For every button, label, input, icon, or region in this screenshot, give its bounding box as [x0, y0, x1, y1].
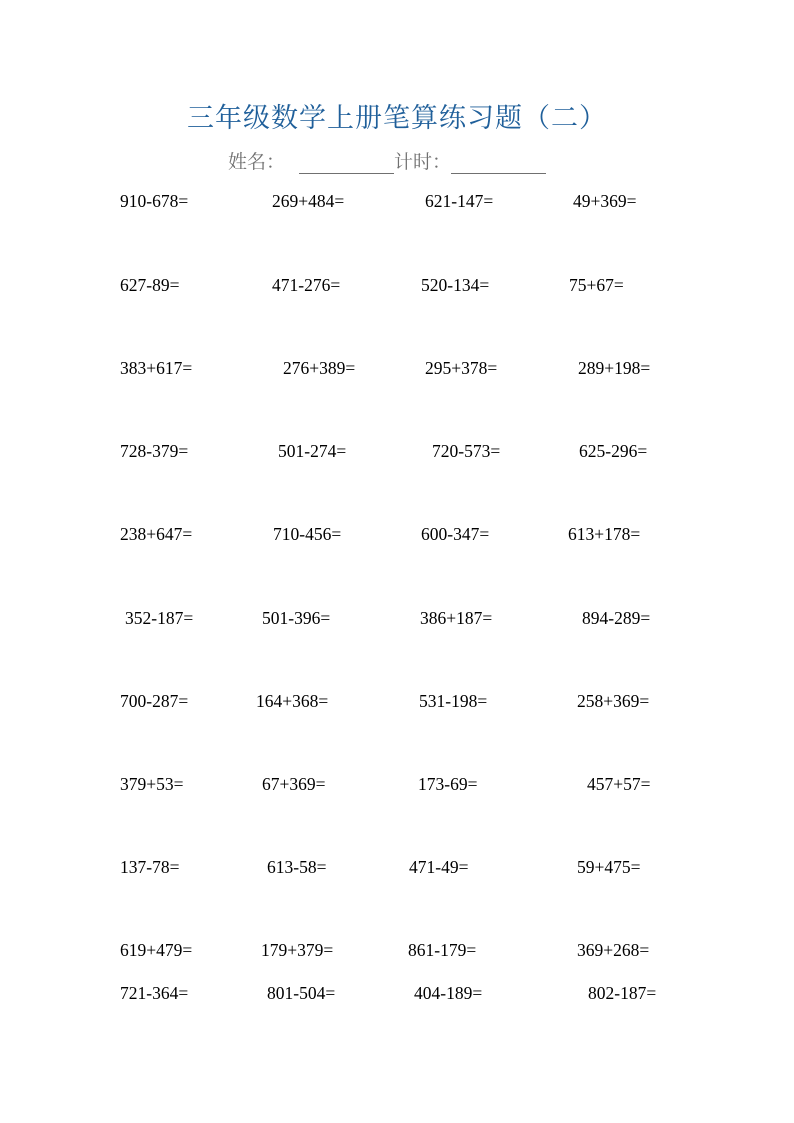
problem: 164+368= [256, 691, 329, 711]
problem: 179+379= [261, 940, 334, 960]
time-label: 计时： [394, 151, 452, 173]
problem: 625-296= [579, 441, 648, 461]
name-label: 姓名： [228, 151, 286, 173]
student-info-line [228, 147, 546, 174]
worksheet-title: 三年级数学上册笔算练习题（二） [187, 103, 607, 134]
problem: 613+178= [568, 524, 641, 544]
problem: 720-573= [432, 441, 501, 461]
problem: 802-187= [588, 983, 657, 1003]
problem: 721-364= [120, 983, 189, 1003]
problem: 801-504= [267, 983, 336, 1003]
problem: 471-276= [272, 275, 341, 295]
time-blank-field[interactable] [451, 153, 546, 174]
problem: 49+369= [573, 191, 637, 211]
problem: 289+198= [578, 358, 651, 378]
problem: 471-49= [409, 857, 469, 877]
problem: 501-274= [278, 441, 347, 461]
problem: 295+378= [425, 358, 498, 378]
problem: 621-147= [425, 191, 494, 211]
problem: 728-379= [120, 441, 189, 461]
problem: 276+389= [283, 358, 356, 378]
problem: 531-198= [419, 691, 488, 711]
problem: 383+617= [120, 358, 193, 378]
problem: 910-678= [120, 191, 189, 211]
problem: 700-287= [120, 691, 189, 711]
problem: 404-189= [414, 983, 483, 1003]
problem: 710-456= [273, 524, 342, 544]
problem: 67+369= [262, 774, 326, 794]
problem: 627-89= [120, 275, 180, 295]
problem: 137-78= [120, 857, 180, 877]
name-blank-field[interactable] [299, 153, 394, 174]
problem: 619+479= [120, 940, 193, 960]
problem: 613-58= [267, 857, 327, 877]
problem: 457+57= [587, 774, 651, 794]
problem: 379+53= [120, 774, 184, 794]
problem: 501-396= [262, 608, 331, 628]
problem: 894-289= [582, 608, 651, 628]
problem: 258+369= [577, 691, 650, 711]
problem: 386+187= [420, 608, 493, 628]
problem: 369+268= [577, 940, 650, 960]
problem: 238+647= [120, 524, 193, 544]
problem: 269+484= [272, 191, 345, 211]
problem: 352-187= [125, 608, 194, 628]
problem: 59+475= [577, 857, 641, 877]
problem: 173-69= [418, 774, 478, 794]
problem: 861-179= [408, 940, 477, 960]
problem: 75+67= [569, 275, 624, 295]
problem: 520-134= [421, 275, 490, 295]
problem: 600-347= [421, 524, 490, 544]
